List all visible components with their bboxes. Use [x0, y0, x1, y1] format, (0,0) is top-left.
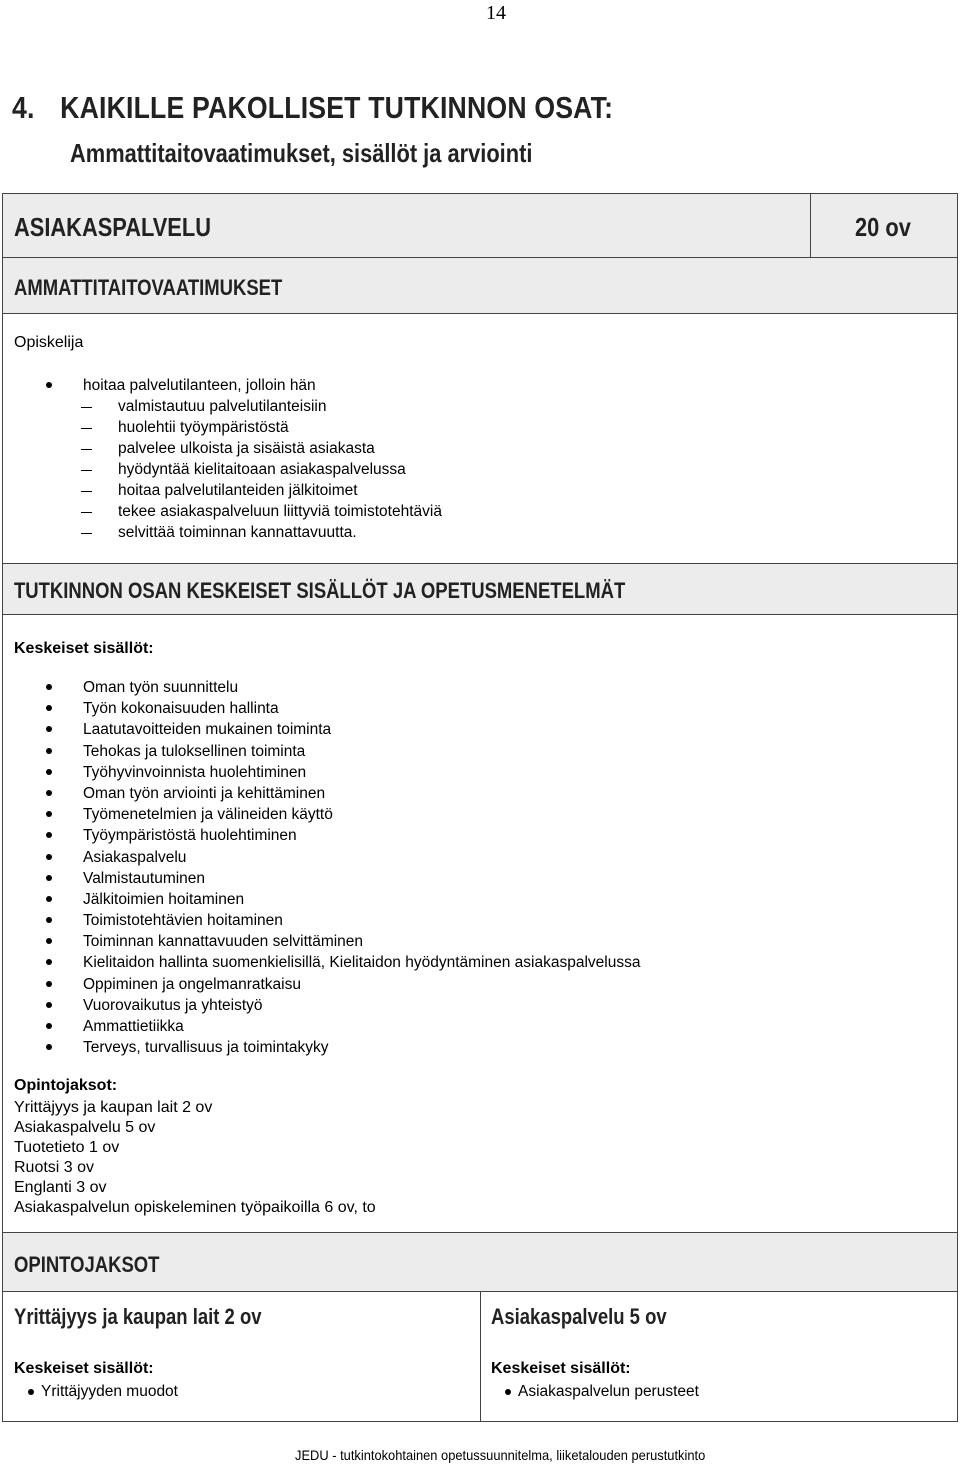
section-number: 4.: [12, 90, 35, 125]
requirements-body: [2, 313, 958, 564]
list-item: Asiakaspalvelun perusteet: [518, 1381, 699, 1403]
list-item: Oman työn suunnittelu: [83, 677, 640, 698]
study-units-header: [2, 1232, 958, 1292]
module-credits-cell: [810, 193, 958, 258]
study-unit-item: Tuotetieto 1 ov: [14, 1139, 120, 1156]
contents-body: [2, 614, 958, 1233]
module-credits: 20 ov: [855, 212, 911, 242]
study-unit-left-label: Keskeiset sisällöt:: [14, 1360, 154, 1377]
study-unit-right: [480, 1291, 958, 1422]
study-units-list: [14, 1098, 376, 1218]
list-item: selvittää toiminnan kannattavuutta.: [118, 522, 442, 543]
list-item: Jälkitoimien hoitaminen: [83, 889, 640, 910]
page-footer: JEDU - tutkintokohtainen opetussuunnitelma, liiketalouden perustutkinto: [295, 1447, 706, 1463]
list-item: Työhyvinvoinnista huolehtiminen: [83, 762, 640, 783]
study-unit-item: Ruotsi 3 ov: [14, 1159, 95, 1176]
list-item: Oman työn arviointi ja kehittäminen: [83, 783, 640, 804]
list-item: Tehokas ja tuloksellinen toiminta: [83, 741, 640, 762]
contents-header: [2, 563, 958, 615]
module-title: ASIAKASPALVELU: [14, 212, 211, 242]
study-unit-right-label: Keskeiset sisällöt:: [491, 1360, 631, 1377]
study-units-section-title: OPINTOJAKSOT: [14, 1252, 160, 1277]
requirements-header: [2, 257, 958, 314]
study-unit-right-list: [518, 1381, 699, 1403]
section-subheading: Ammattitaitovaatimukset, sisällöt ja arviointi: [70, 138, 533, 168]
section-heading: [12, 90, 613, 126]
key-contents-list: [83, 677, 640, 1058]
study-unit-right-title: Asiakaspalvelu 5 ov: [491, 1304, 667, 1329]
requirements-subject: Opiskelija: [14, 334, 84, 351]
list-item: Ammattietiikka: [83, 1016, 640, 1037]
list-item: Työympäristöstä huolehtiminen: [83, 825, 640, 846]
list-item: Työmenetelmien ja välineiden käyttö: [83, 804, 640, 825]
list-item: huolehtii työympäristöstä: [118, 417, 442, 438]
list-item: tekee asiakaspalveluun liittyviä toimistotehtäviä: [118, 503, 442, 520]
contents-title: TUTKINNON OSAN KESKEISET SISÄLLÖT JA OPETUSMENETELMÄT: [14, 578, 626, 603]
list-item: Toiminnan kannattavuuden selvittäminen: [83, 931, 640, 952]
list-item: Yrittäjyyden muodot: [41, 1381, 178, 1403]
list-item: Terveys, turvallisuus ja toimintakyky: [83, 1037, 640, 1058]
requirements-title: AMMATTITAITOVAATIMUKSET: [14, 275, 283, 300]
module-title-cell: [2, 193, 811, 258]
list-item: Valmistautuminen: [83, 868, 640, 889]
study-unit-item: Asiakaspalvelu 5 ov: [14, 1119, 156, 1136]
list-item: Työn kokonaisuuden hallinta: [83, 698, 640, 719]
list-item: hyödyntää kielitaitoaan asiakaspalvelussa: [118, 459, 442, 480]
section-title: KAIKILLE PAKOLLISET TUTKINNON OSAT:: [60, 90, 614, 125]
study-unit-item: Yrittäjyys ja kaupan lait 2 ov: [14, 1099, 213, 1116]
list-item: palvelee ulkoista ja sisäistä asiakasta: [118, 438, 442, 459]
requirements-list: [83, 375, 316, 396]
list-item: Vuorovaikutus ja yhteistyö: [83, 995, 640, 1016]
study-unit-item: Englanti 3 ov: [14, 1179, 107, 1196]
list-item: Kielitaidon hallinta suomenkielisillä, Kielitaidon hyödyntäminen asiakaspalvelussa: [83, 952, 640, 973]
study-unit-item: Asiakaspalvelun opiskeleminen työpaikoilla 6 ov, to: [14, 1199, 376, 1216]
study-unit-left-title: Yrittäjyys ja kaupan lait 2 ov: [14, 1304, 262, 1329]
page-number: 14: [486, 2, 506, 24]
list-item: Asiakaspalvelu: [83, 847, 640, 868]
study-unit-left: [2, 1291, 481, 1422]
study-unit-left-list: [41, 1381, 178, 1403]
list-item: hoitaa palvelutilanteiden jälkitoimet: [118, 480, 442, 501]
study-units-label: Opintojaksot:: [14, 1077, 118, 1094]
list-item: Laatutavoitteiden mukainen toiminta: [83, 719, 640, 740]
requirements-sub-list: [118, 396, 442, 543]
list-item: Oppiminen ja ongelmanratkaisu: [83, 974, 640, 995]
list-item: Toimistotehtävien hoitaminen: [83, 910, 640, 931]
list-item: hoitaa palvelutilanteen, jolloin hän: [83, 377, 316, 394]
key-contents-label: Keskeiset sisällöt:: [14, 640, 154, 657]
list-item: valmistautuu palvelutilanteisiin: [118, 396, 442, 417]
